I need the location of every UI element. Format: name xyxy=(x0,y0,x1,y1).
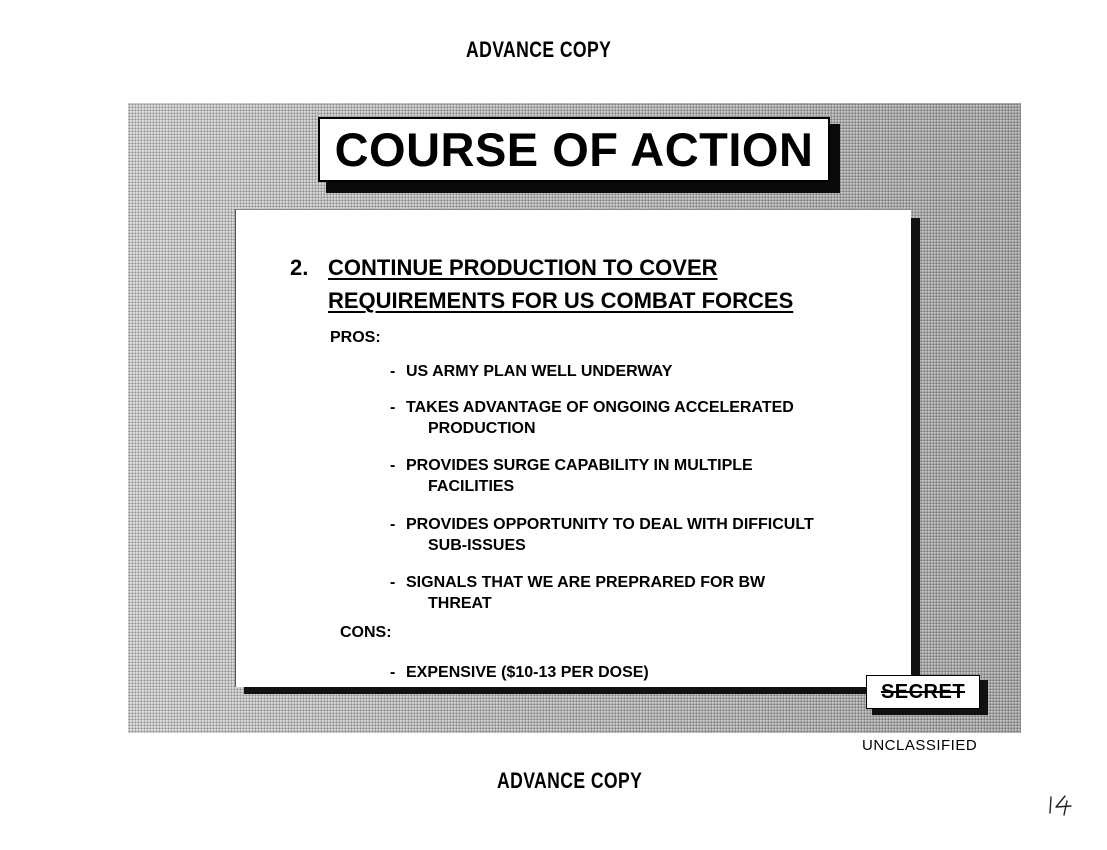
pros-item: - TAKES ADVANTAGE OF ONGOING ACCELERATED PRODUCTION xyxy=(390,399,794,437)
cons-label: CONS: xyxy=(340,624,392,641)
pros-item: - US ARMY PLAN WELL UNDERWAY xyxy=(390,363,673,380)
secret-label: SECRET xyxy=(880,680,966,703)
option-number: 2. xyxy=(290,255,309,280)
option-title-line1: CONTINUE PRODUCTION TO COVER xyxy=(328,255,718,280)
pros-label: PROS: xyxy=(330,329,381,346)
slide-title: COURSE OF ACTION xyxy=(334,123,814,176)
slide-title-box xyxy=(318,117,830,182)
option-heading xyxy=(290,251,793,317)
pros-item: - SIGNALS THAT WE ARE PREPRARED FOR BW THREAT xyxy=(390,574,766,612)
pros-item: - PROVIDES SURGE CAPABILITY IN MULTIPLE FACILITIES xyxy=(390,457,753,495)
cons-item: - EXPENSIVE ($10-13 PER DOSE) xyxy=(390,664,649,681)
unclassified-marking: UNCLASSIFIED xyxy=(862,737,978,754)
advance-copy-stamp-top: ADVANCE COPY xyxy=(466,37,612,62)
option-title-line2: REQUIREMENTS FOR US COMBAT FORCES xyxy=(328,288,794,313)
secret-classification-box xyxy=(866,675,980,709)
handwritten-page-number xyxy=(1047,793,1077,817)
pros-item: - PROVIDES OPPORTUNITY TO DEAL WITH DIFFICULT SUB-ISSUES xyxy=(390,516,814,554)
advance-copy-stamp-bottom: ADVANCE COPY xyxy=(497,768,643,793)
